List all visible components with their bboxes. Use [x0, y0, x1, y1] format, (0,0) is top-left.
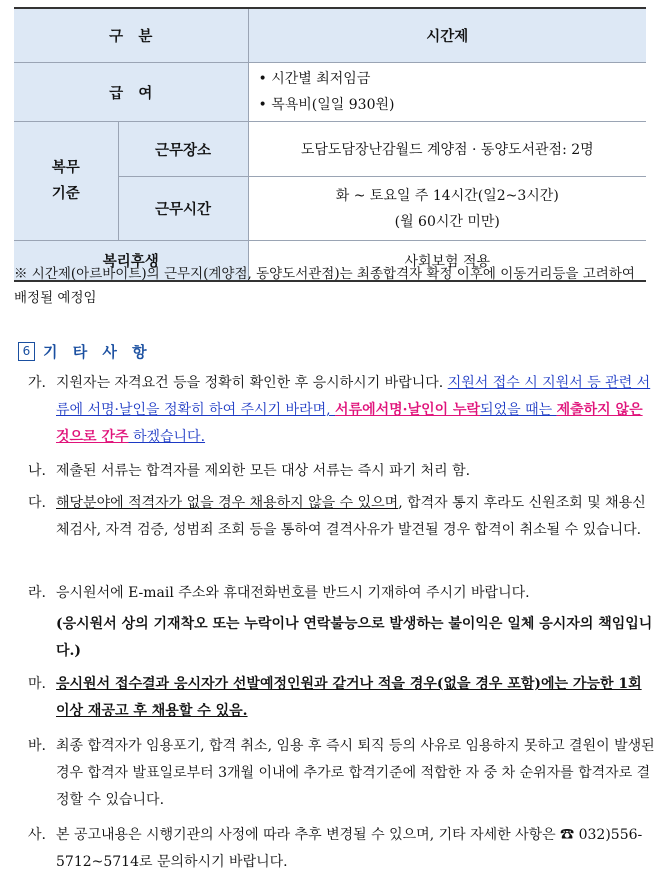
- item-marker: 나.: [28, 463, 46, 479]
- table-header-row: [14, 8, 646, 63]
- hours-label: 근무시간: [118, 177, 248, 241]
- section-number-box: 6: [18, 342, 35, 361]
- item-body: [56, 370, 656, 451]
- item-text: 최종 합격자가 임용포기, 합격 취소, 임용 후 즉시 퇴직 등의 사유로 임용하지 못하고 결원이 발생된 경우 합격자 발표일로부터 3개월 이내에 추가로 합격기준에 적합한 자 중 차 순위자를 합격자로 결정할 수 있습니다.: [56, 738, 655, 808]
- hours-line-2: (월 60시간 미만): [394, 213, 500, 230]
- item-text: 응시원서에 E-mail 주소와 휴대전화번호를 반드시 기재하여 주시기 바랍니다.: [56, 585, 530, 601]
- missing-signature-warning: 서류에서명·날인이 누락: [335, 402, 481, 418]
- hours-line-1: 화 ~ 토요일 주 14시간(일2~3시간): [335, 187, 559, 204]
- list-item-ra: [28, 580, 656, 665]
- item-marker: 마.: [28, 676, 46, 692]
- service-label-line-1: 복무: [51, 160, 80, 176]
- not-submitted-warning: 제출하지 않은 것으로 간주: [56, 402, 643, 445]
- header-category: 구 분: [14, 8, 248, 63]
- pay-label: 급 여: [14, 63, 248, 122]
- list-item-sa: [28, 822, 656, 876]
- item-text: 하겠습니다.: [128, 429, 206, 445]
- item-marker: 가.: [28, 375, 46, 391]
- item-text: 제출된 서류는 합격자를 제외한 모든 대상 서류는 즉시 파기 처리 함.: [56, 463, 471, 479]
- item-body: [56, 490, 656, 544]
- hours-value: [248, 177, 646, 241]
- section-heading: [18, 341, 152, 362]
- list-item-ga: [28, 370, 656, 451]
- assignment-note: ※ 시간제(아르바이트)의 근무지(계양점, 동양도서관점)는 최종합격자 확정 이후에 이동거리등을 고려하여 배정될 예정임: [14, 266, 635, 306]
- service-label-line-2: 기준: [51, 186, 80, 202]
- re-announcement-notice: 응시원서 접수결과 응시자가 선발예정인원과 같거나 적을 경우(없을 경우 포함)에는 가능한 1회 이상 재공고 후 채용할 수 있음.: [56, 676, 642, 719]
- list-item-ba: [28, 733, 656, 814]
- item-marker: 사.: [28, 827, 46, 843]
- table-row-place: [14, 122, 646, 177]
- section-title: 기 타 사 항: [43, 343, 152, 361]
- header-parttime: 시간제: [248, 8, 646, 63]
- pay-value: [248, 63, 646, 122]
- item-body: [56, 822, 656, 876]
- phone-number: ☎ 032)556-5712~5714: [56, 827, 643, 870]
- responsibility-notice: (응시원서 상의 기재착오 또는 누락이나 연락불능으로 발생하는 불이익은 일체 응시자의 책임입니다.): [56, 616, 653, 659]
- list-item-ma: [28, 671, 656, 725]
- pay-line-2: • 목욕비(일일 930원): [258, 97, 395, 113]
- item-text: 로 문의하시기 바랍니다.: [139, 854, 288, 870]
- item-text: 되었을 때는: [480, 402, 557, 418]
- signature-instruction: 지원서 접수 시 지원서 등 관련 서류에 서명·날인을 정확히 하여 주시기 바라며,: [56, 375, 651, 418]
- list-item-na: [28, 458, 656, 485]
- no-qualified-notice: 해당분야에 적격자가 없을 경우 채용하지 않을 수 있으며: [56, 495, 399, 511]
- item-marker: 다.: [28, 495, 46, 511]
- item-text: 지원자는 자격요건 등을 정확히 확인한 후 응시하시기 바랍니다.: [56, 375, 448, 391]
- item-text: , 합격자 통지 후라도 신원조회 및 채용신체검사, 자격 검증, 성범죄 조회 등을 통하여 결격사유가 발견될 경우 합격이 취소될 수 있습니다.: [56, 495, 646, 538]
- employment-info-table: [14, 7, 646, 282]
- service-label: [14, 122, 118, 241]
- table-row-pay: [14, 63, 646, 122]
- place-label: 근무장소: [118, 122, 248, 177]
- list-item-da: [28, 490, 656, 544]
- item-marker: 바.: [28, 738, 46, 754]
- place-value: 도담도담장난감월드 계양점 · 동양도서관점: 2명: [248, 122, 646, 177]
- item-text: 본 공고내용은 시행기관의 사정에 따라 추후 변경될 수 있으며, 기타 자세한 사항은: [56, 827, 561, 843]
- item-marker: 라.: [28, 585, 46, 601]
- welfare-label: 복리후생: [14, 241, 248, 282]
- pay-line-1: • 시간별 최저임금: [258, 71, 371, 87]
- welfare-value: 사회보험 적용: [248, 241, 646, 282]
